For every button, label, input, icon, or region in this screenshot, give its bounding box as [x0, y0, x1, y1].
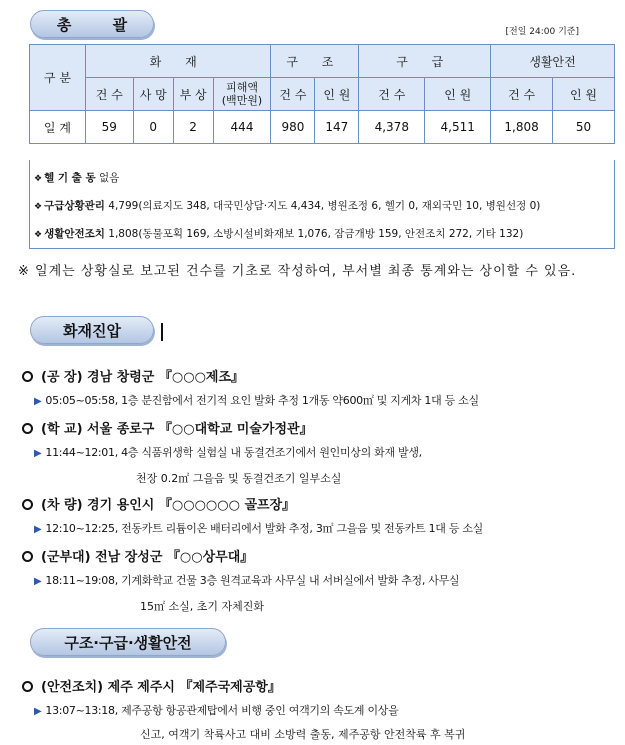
sub-fire-damage-1: 피해액	[226, 81, 258, 94]
diamond-icon: ❖	[34, 174, 43, 184]
sub-rescue-people: 인 원	[315, 78, 359, 111]
triangle-bullet-icon: ▶	[34, 524, 42, 535]
rescue-item-detail-text: 13:07~13:18, 제주공항 항공관제탑에서 비행 중인 여객기의 속도계 이상을	[45, 704, 399, 717]
rescue-item-detail	[34, 702, 398, 718]
cell-ems-people: 4,511	[425, 111, 491, 144]
fire-item-detail	[34, 520, 483, 536]
triangle-bullet-icon: ▶	[34, 396, 42, 407]
info-safety	[34, 226, 523, 241]
row-header: 구 분	[30, 45, 86, 111]
sub-ems-cases: 건 수	[359, 78, 425, 111]
text-cursor	[161, 323, 163, 341]
cell-rescue-cases: 980	[271, 111, 315, 144]
cell-fire-damage: 444	[213, 111, 271, 144]
cell-safety-cases: 1,808	[491, 111, 553, 144]
info-safety-label: 생활안전조치	[44, 228, 105, 240]
info-ems-label: 구급상황관리	[44, 200, 105, 212]
sub-fire-death: 사 망	[133, 78, 173, 111]
group-fire: 화 재	[85, 45, 271, 78]
info-safety-value: 1,808(동물포획 169, 소방시설비화재보 1,076, 잠금개방 159, 안전조치 272, 기타 132)	[108, 228, 524, 240]
fire-item-head-text: (차 량) 경기 용인시 『○○○○○○ 골프장』	[41, 498, 296, 513]
row-label: 일 계	[30, 111, 86, 144]
cell-fire-injury: 2	[173, 111, 213, 144]
group-safety: 생활안전	[491, 45, 615, 78]
sub-rescue-cases: 건 수	[271, 78, 315, 111]
basis-note: [전일 24:00 기준]	[505, 27, 579, 37]
group-ems: 구 급	[359, 45, 491, 78]
info-ems-value: 4,799(의료지도 348, 대국민상담·지도 4,434, 병원조정 6, 헬기 0, 재외국민 10, 병원선정 0)	[108, 200, 541, 212]
fire-item-head	[22, 546, 253, 565]
cell-rescue-people: 147	[315, 111, 359, 144]
fire-item-head-text: (학 교) 서울 종로구 『○○대학교 미술가정관』	[41, 422, 313, 437]
fire-item-head	[22, 418, 313, 437]
sub-fire-damage-2: (백만원)	[221, 94, 263, 107]
cell-safety-people: 50	[553, 111, 615, 144]
summary-info-box	[29, 160, 615, 249]
fire-item-head-text: (군부대) 전남 장성군 『○○상무대』	[41, 550, 254, 565]
fire-item-detail-cont: 천장 0.2㎡ 그을음 및 동결건조기 일부소실	[136, 472, 342, 485]
rescue-item-detail-cont: 신고, 여객기 착륙사고 대비 소방력 출동, 제주공항 안전착륙 후 복귀	[140, 728, 466, 741]
summary-section-title: 총 괄	[30, 10, 154, 38]
fire-item-head	[22, 494, 295, 513]
triangle-bullet-icon: ▶	[34, 576, 42, 587]
fire-item-detail	[34, 572, 459, 588]
sub-safety-people: 인 원	[553, 78, 615, 111]
info-heli	[34, 170, 119, 185]
sub-fire-cases: 건 수	[85, 78, 133, 111]
triangle-bullet-icon: ▶	[34, 706, 42, 717]
cell-fire-death: 0	[133, 111, 173, 144]
sub-fire-injury: 부 상	[173, 78, 213, 111]
circle-bullet-icon	[22, 551, 33, 562]
fire-section-title: 화재진압	[30, 316, 154, 344]
circle-bullet-icon	[22, 371, 33, 382]
diamond-icon: ❖	[34, 202, 43, 212]
summary-table	[29, 44, 615, 144]
rescue-item-head-text: (안전조치) 제주 제주시 『제주국제공항』	[41, 680, 281, 695]
diamond-icon: ❖	[34, 230, 43, 240]
fire-item-detail-text: 11:44~12:01, 4층 식품위생학 실험실 내 동결건조기에서 원인미상의 화재 발생,	[45, 446, 422, 459]
fire-item-detail-text: 05:05~05:58, 1층 분진함에서 전기적 요인 발화 추정 1개동 약600㎡ 및 지게차 1대 등 소실	[45, 394, 479, 407]
cell-fire-cases: 59	[85, 111, 133, 144]
rescue-item-head	[22, 676, 281, 695]
sub-ems-people: 인 원	[425, 78, 491, 111]
info-heli-label: 헬 기 출 동	[44, 172, 96, 184]
circle-bullet-icon	[22, 681, 33, 692]
fire-item-head-text: (공 장) 경남 창령군 『○○○제조』	[41, 370, 245, 385]
group-rescue: 구 조	[271, 45, 359, 78]
circle-bullet-icon	[22, 423, 33, 434]
sub-fire-damage	[213, 78, 271, 111]
rescue-section-title: 구조·구급·생활안전	[30, 628, 226, 656]
fire-item-detail-text: 12:10~12:25, 전동카트 리튬이온 배터리에서 발화 추정, 3㎡ 그을음 및 전동카트 1대 등 소실	[45, 522, 484, 535]
fire-item-detail-text: 18:11~19:08, 기계화학교 건물 3층 원격교육과 사무실 내 서버실에서 발화 추정, 사무실	[45, 574, 460, 587]
fire-item-detail	[34, 444, 422, 460]
footnote: ※ 일계는 상황실로 보고된 건수를 기초로 작성하여, 부서별 최종 통계와는 상이할 수 있음.	[18, 264, 577, 279]
circle-bullet-icon	[22, 499, 33, 510]
triangle-bullet-icon: ▶	[34, 448, 42, 459]
fire-item-head	[22, 366, 244, 385]
fire-item-detail	[34, 392, 479, 408]
cell-ems-cases: 4,378	[359, 111, 425, 144]
info-heli-value: 없음	[98, 172, 120, 184]
sub-safety-cases: 건 수	[491, 78, 553, 111]
fire-item-detail-cont: 15㎡ 소실, 초기 자체진화	[140, 600, 264, 613]
info-ems	[34, 198, 540, 213]
